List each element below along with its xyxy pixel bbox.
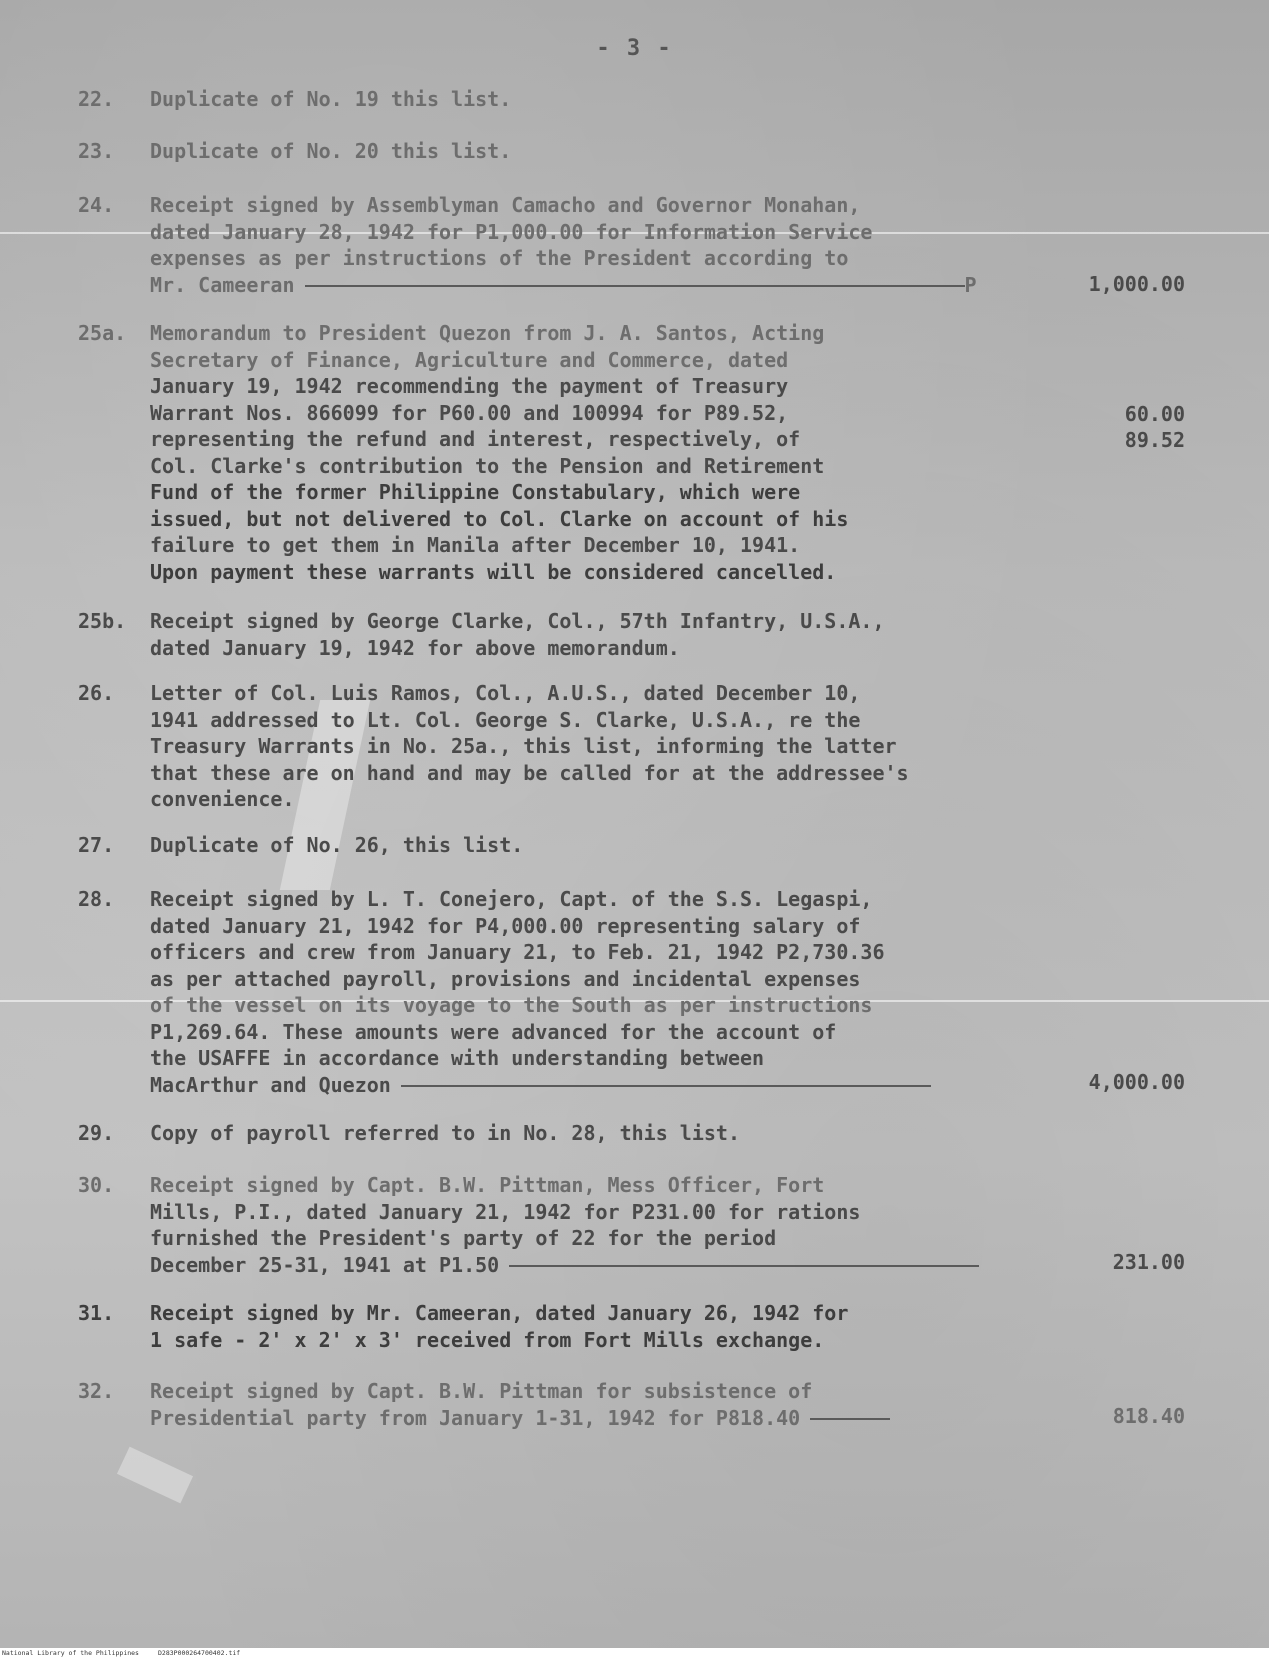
leader-line bbox=[401, 1085, 931, 1087]
entry-line-text: Presidential party from January 1-31, 1942 for P818.40 bbox=[150, 1405, 801, 1430]
entry-line: as per attached payroll, provisions and incidental expenses bbox=[150, 966, 861, 991]
entry-line: Col. Clarke's contribution to the Pension and Retirement bbox=[150, 453, 825, 478]
entry-line: Warrant Nos. 866099 for P60.00 and 100994 for P89.52, bbox=[150, 400, 789, 425]
entry-line: January 19, 1942 recommending the payment of Treasury bbox=[150, 374, 789, 398]
entry-line: Treasury Warrants in No. 25a., this list, informing the latter bbox=[150, 734, 897, 758]
entry-line: dated January 28, 1942 for P1,000.00 for Information Service bbox=[150, 219, 873, 244]
currency-mark: P bbox=[964, 272, 977, 297]
amount: 60.00 bbox=[1124, 402, 1185, 426]
entry-line: Receipt signed by Capt. B.W. Pittman, Mess Officer, Fort bbox=[150, 1173, 825, 1197]
entry-line: representing the refund and interest, respectively, of bbox=[150, 427, 801, 451]
entry-line: dated January 21, 1942 for P4,000.00 representing salary of bbox=[150, 913, 861, 938]
amount: 818.40 bbox=[1112, 1404, 1185, 1428]
entry-line: Receipt signed by George Clarke, Col., 57th Infantry, U.S.A., bbox=[150, 609, 885, 633]
entry-line: officers and crew from January 21, to Feb. 21, 1942 P2,730.36 bbox=[150, 940, 885, 964]
entry-line: Copy of payroll referred to in No. 28, this list. bbox=[150, 1121, 741, 1145]
entry-line: Duplicate of No. 20 this list. bbox=[150, 139, 512, 163]
entry-line: Memorandum to President Quezon from J. A. Santos, Acting bbox=[150, 321, 825, 345]
entry-line: 1941 addressed to Lt. Col. George S. Clarke, U.S.A., re the bbox=[150, 707, 861, 732]
entry-line: 1 safe - 2' x 2' x 3' received from Fort Mills exchange. bbox=[150, 1327, 825, 1352]
entry-line: expenses as per instructions of the President according to bbox=[150, 246, 849, 270]
entry-number: 26. bbox=[78, 681, 115, 705]
entry-line: convenience. bbox=[150, 787, 295, 811]
entry-line: of the vessel on its voyage to the South as per instructions bbox=[150, 993, 873, 1017]
entry-line: P1,269.64. These amounts were advanced for the account of bbox=[150, 1019, 837, 1044]
entry-line: Mills, P.I., dated January 21, 1942 for P231.00 for rations bbox=[150, 1199, 861, 1224]
entry-number: 28. bbox=[78, 887, 115, 911]
entry-line bbox=[150, 272, 1050, 299]
leader-line bbox=[305, 285, 965, 287]
entry-number: 31. bbox=[78, 1301, 115, 1325]
entry-line-text: December 25-31, 1941 at P1.50 bbox=[150, 1252, 500, 1277]
entry-number: 23. bbox=[78, 139, 115, 163]
entry-line: Receipt signed by Mr. Cameeran, dated January 26, 1942 for bbox=[150, 1301, 849, 1325]
entry-line: Upon payment these warrants will be considered cancelled. bbox=[150, 559, 837, 584]
leader-line bbox=[810, 1418, 890, 1420]
entry-number: 22. bbox=[78, 87, 115, 111]
entry-line bbox=[150, 1072, 1050, 1099]
entry-line: Receipt signed by Capt. B.W. Pittman for subsistence of bbox=[150, 1379, 813, 1403]
entry-number: 24. bbox=[78, 193, 115, 217]
entry-line bbox=[150, 1252, 1050, 1279]
entry-line: furnished the President's party of 22 for the period bbox=[150, 1226, 777, 1250]
entry-line: failure to get them in Manila after December 10, 1941. bbox=[150, 533, 801, 557]
entry-line: Receipt signed by Assemblyman Camacho and Governor Monahan, bbox=[150, 193, 861, 217]
amount: 4,000.00 bbox=[1088, 1070, 1185, 1094]
entry-line-text: MacArthur and Quezon bbox=[150, 1072, 391, 1097]
entry-line: Receipt signed by L. T. Conejero, Capt. of the S.S. Legaspi, bbox=[150, 887, 873, 911]
amount: 231.00 bbox=[1112, 1250, 1185, 1274]
entry-line: Letter of Col. Luis Ramos, Col., A.U.S., dated December 10, bbox=[150, 681, 861, 705]
entry-number: 29. bbox=[78, 1121, 115, 1145]
entry-line: the USAFFE in accordance with understanding between bbox=[150, 1046, 765, 1070]
amount: 89.52 bbox=[1124, 428, 1185, 452]
leader-line bbox=[509, 1265, 979, 1267]
entry-line: Duplicate of No. 19 this list. bbox=[150, 87, 512, 111]
entry-number: 25b. bbox=[78, 609, 127, 633]
entry-line: that these are on hand and may be called for at the addressee's bbox=[150, 760, 909, 785]
entry-line: Secretary of Finance, Agriculture and Commerce, dated bbox=[150, 347, 789, 372]
page-number: - 3 - bbox=[596, 36, 673, 61]
entry-line: Fund of the former Philippine Constabulary, which were bbox=[150, 480, 801, 504]
entry-line bbox=[150, 1405, 1050, 1432]
entry-line: issued, but not delivered to Col. Clarke on account of his bbox=[150, 506, 849, 531]
entry-number: 25a. bbox=[78, 321, 127, 345]
entry-number: 27. bbox=[78, 833, 115, 857]
footer-file-name: D283P000264700402.tif bbox=[158, 1649, 241, 1657]
entry-number: 30. bbox=[78, 1173, 115, 1197]
entry-number: 32. bbox=[78, 1379, 115, 1403]
entry-line-text: Mr. Cameeran bbox=[150, 272, 295, 297]
scan-footer bbox=[0, 1648, 1269, 1658]
entry-line: dated January 19, 1942 for above memorandum. bbox=[150, 635, 680, 660]
footer-library-name: National Library of the Philippines bbox=[2, 1649, 139, 1657]
entry-line: Duplicate of No. 26, this list. bbox=[150, 833, 524, 857]
amount: 1,000.00 bbox=[1088, 272, 1185, 296]
light-smudge bbox=[117, 1447, 193, 1504]
